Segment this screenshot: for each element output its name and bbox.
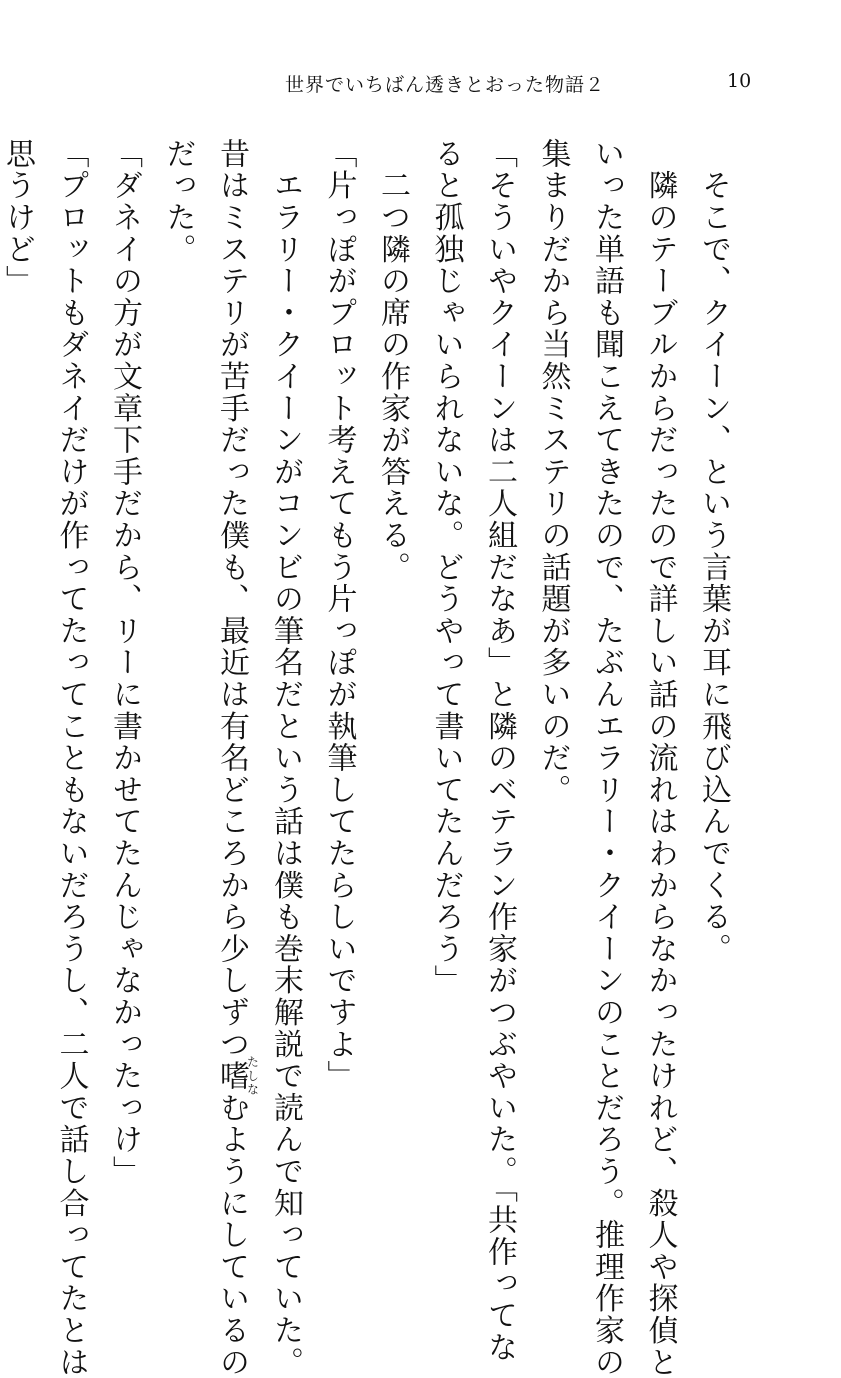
text-line: そこで、クイーン、という言葉が耳に飛び込んでくる。 xyxy=(696,138,731,965)
ruby-annotation xyxy=(214,1055,260,1097)
text-line: 「ダネイの方が文章下手だから、リーに書かせてたんじゃなかったっけ」 xyxy=(107,138,142,1188)
text-segment: 昔はミステリが苦手だった僕も、最近は有名どころから少しずつ xyxy=(214,138,249,1061)
text-line: 「そういやクイーンは二人組だなあ」と隣のベテラン作家がつぶやいた。「共作ってな xyxy=(482,138,517,1364)
text-line: 「プロットもダネイだけが作ってたってこともないだろうし、二人で話し合ってたとは xyxy=(53,138,89,1378)
text-segment: むようにしているの xyxy=(214,1092,249,1378)
text-line: 思うけど」 xyxy=(0,138,35,297)
text-line: 「片っぽがプロット考えてもう片っぽが執筆してたらしいですよ」 xyxy=(321,138,357,1092)
text-line: だった。 xyxy=(160,138,196,266)
text-line: エラリー・クイーンがコンビの筆名だという話は僕も巻末解説で読んで知っていた。 xyxy=(268,138,303,1378)
text-line: 集まりだから当然ミステリの話題が多いのだ。 xyxy=(535,138,571,806)
text-line: 隣のテーブルからだったので詳しい話の流れはわからなかったけれど、殺人や探偵と xyxy=(642,138,678,1378)
page-number: 10 xyxy=(727,70,752,92)
vertical-body-text xyxy=(0,138,740,1378)
text-line: いった単語も聞こえてきたので、たぶんエラリー・クイーンのことだろう。推理作家の xyxy=(589,138,624,1378)
running-header-title: 世界でいちばん透きとおった物語２ xyxy=(285,74,606,96)
text-line-with-ruby xyxy=(205,138,260,1378)
text-line: ると孤独じゃいられないな。どうやって書いてたんだろう」 xyxy=(428,138,464,997)
ruby-reading: たしな xyxy=(245,1055,260,1097)
ruby-base: 嗜 xyxy=(214,1055,249,1097)
text-line: 二つ隣の席の作家が答える。 xyxy=(375,138,410,584)
